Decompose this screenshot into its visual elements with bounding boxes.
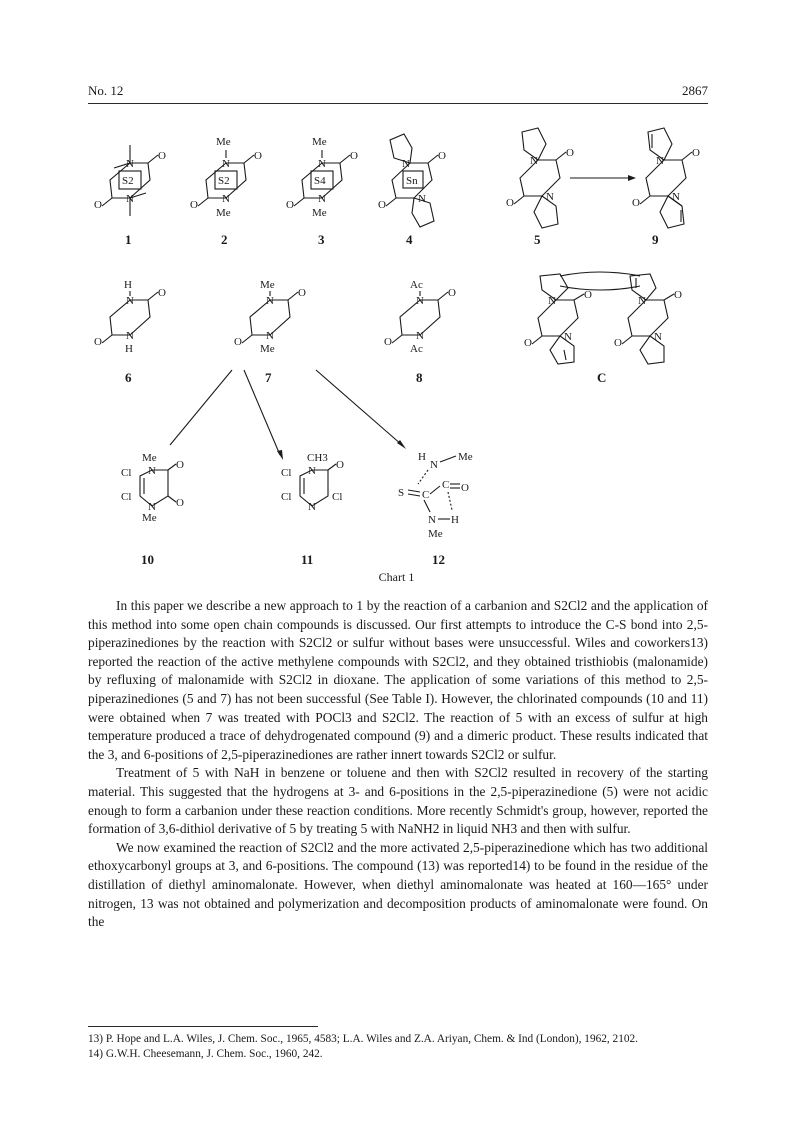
structure-11 [281, 452, 344, 567]
compound-label-c: C [597, 370, 607, 385]
atom-o: O [158, 150, 166, 162]
body-text [88, 597, 708, 932]
atom-n: N [222, 158, 230, 170]
atom-o: O [438, 150, 446, 162]
atom-n: N [548, 295, 556, 307]
bridge-label: Sn [406, 175, 418, 187]
atom-me: Me [142, 452, 157, 464]
structure-2 [190, 136, 262, 247]
atom-h: H [125, 343, 133, 355]
atom-ac: Ac [410, 343, 423, 355]
atom-o: O [254, 150, 262, 162]
atom-o: O [350, 150, 358, 162]
compound-label-10: 10 [141, 552, 154, 567]
atom-o: O [524, 337, 532, 349]
atom-me: Me [216, 136, 231, 148]
atom-o: O [94, 336, 102, 348]
atom-n: N [672, 191, 680, 203]
journal-issue: No. 12 [88, 83, 124, 98]
atom-n: N [416, 330, 424, 342]
compound-label-7: 7 [265, 370, 272, 385]
atom-c: C [442, 479, 450, 491]
structure-9 [632, 128, 700, 247]
structure-4 [378, 134, 446, 247]
atom-ac: Ac [410, 279, 423, 291]
arrow-7-to-11 [244, 370, 280, 455]
atom-n: N [430, 459, 438, 471]
chart-caption: Chart 1 [378, 570, 415, 584]
atom-n: N [148, 465, 156, 477]
atom-n: N [564, 331, 572, 343]
atom-ch3: CH3 [307, 452, 328, 464]
atom-n: N [222, 193, 230, 205]
atom-o: O [94, 199, 102, 211]
footnote-rule [88, 1026, 318, 1027]
atom-n: N [126, 330, 134, 342]
compound-label-4: 4 [406, 232, 413, 247]
structure-c [524, 272, 682, 385]
atom-n: N [546, 191, 554, 203]
compound-label-3: 3 [318, 232, 325, 247]
atom-o: O [234, 336, 242, 348]
atom-n: N [126, 193, 134, 205]
compound-label-5: 5 [534, 232, 541, 247]
atom-n: N [654, 331, 662, 343]
atom-o: O [190, 199, 198, 211]
bridge-label: S2 [218, 175, 230, 187]
compound-label-11: 11 [301, 552, 314, 567]
atom-h: H [124, 279, 132, 291]
footnote: 13) P. Hope and L.A. Wiles, J. Chem. Soc., 1965, 4583; L.A. Wiles and Z.A. Ariyan, Chem. & Ind (London), 1962, 2102. [88, 1033, 638, 1045]
atom-n: N [638, 295, 646, 307]
atom-o: O [506, 197, 514, 209]
structure-10 [121, 452, 184, 567]
atom-h: H [418, 451, 426, 463]
atom-me: Me [142, 512, 157, 524]
atom-o: O [336, 459, 344, 471]
compound-label-12: 12 [432, 552, 445, 567]
atom-n: N [530, 155, 538, 167]
atom-n: N [126, 158, 134, 170]
atom-o: O [286, 199, 294, 211]
atom-cl: Cl [281, 491, 292, 503]
atom-o: O [566, 147, 574, 159]
footnotes [88, 1032, 708, 1062]
atom-n: N [656, 155, 664, 167]
atom-o: O [176, 497, 184, 509]
atom-o: O [632, 197, 640, 209]
structure-7 [234, 279, 306, 385]
bridge-label: S2 [122, 175, 134, 187]
atom-o: O [614, 337, 622, 349]
paragraph: In this paper we describe a new approach to 1 by the reaction of a carbanion and S2Cl2 and the application of this method into some open chain compounds is discussed. Our first attempts to introduce the C-S bond into 2,5-piperazinediones by the reaction with S2Cl2 or sulfur without bases were unsuccessful. Wiles and coworkers13) reported the reaction of the active methylene compounds with S2Cl2, and they obtained tristhiobis (malonamide) by refluxing of malonamide with S2Cl2 in dioxane. The application of some variations of this method to 2,5-piperazinediones (5 and 7) has not been successful (See Table I). However, the chlorinated compounds (10 and 11) were obtained when 7 was treated with POCl3 and S2Cl2. The reaction of 5 with an excess of sulfur at high temperature produced a trace of dehydrogenated compound (9) and a dimeric product. These results indicated that the 3, and 6-positions of 2,5-piperazinediones are rather innert towards S2Cl2 or sulfur. [88, 598, 708, 762]
atom-o: O [176, 459, 184, 471]
arrowhead [628, 175, 636, 181]
atom-n: N [308, 501, 316, 513]
atom-me: Me [216, 207, 231, 219]
structure-12 [398, 451, 473, 567]
atom-n: N [428, 514, 436, 526]
atom-s: S [398, 487, 405, 499]
atom-c: C [422, 489, 430, 501]
atom-me: Me [260, 343, 275, 355]
atom-cl: Cl [121, 491, 132, 503]
atom-me: Me [260, 279, 275, 291]
structure-6 [94, 279, 166, 385]
atom-n: N [308, 465, 316, 477]
atom-h: H [451, 514, 459, 526]
atom-n: N [402, 158, 410, 170]
atom-o: O [378, 199, 386, 211]
structure-1 [94, 145, 166, 247]
atom-n: N [266, 295, 274, 307]
atom-cl: Cl [281, 467, 292, 479]
atom-o: O [448, 287, 456, 299]
paragraph: Treatment of 5 with NaH in benzene or toluene and then with S2Cl2 resulted in recovery of the starting material. This suggested that the hydrogens at 3- and 6-positions in the 2,5-piperazinedione (5) were not acidic enough to form a carbanion under these reaction conditions. More recently Schmidt's group, however, reported the formation of 3,6-dithiol derivative of 5 by treating 5 with NaNH2 in liquid NH3 and then with sulfur. [88, 765, 708, 837]
structure-3 [286, 136, 358, 247]
compound-label-8: 8 [416, 370, 423, 385]
atom-n: N [126, 295, 134, 307]
paragraph: We now examined the reaction of S2Cl2 and the more activated 2,5-piperazinedione which has two additional ethoxycarbonyl groups at 3, and 6-positions. The compound (13) was reported14) to be found in the residue of the distillation of diethyl aminomalonate. However, when diethyl aminomalonate was heated at 160—165° under nitrogen, 13 was not obtained and polymerization and decomposition products of aminomalonate were found. On the [88, 839, 708, 930]
atom-cl: Cl [121, 467, 132, 479]
atom-o: O [158, 287, 166, 299]
arrow-7-to-12 [316, 370, 402, 445]
arrow-7-to-10 [170, 370, 232, 445]
atom-n: N [266, 330, 274, 342]
atom-cl: Cl [332, 491, 343, 503]
page-number: 2867 [682, 83, 708, 98]
atom-o: O [584, 289, 592, 301]
atom-me: Me [428, 528, 443, 540]
structure-8 [384, 279, 456, 385]
atom-o: O [384, 336, 392, 348]
atom-me: Me [312, 207, 327, 219]
compound-label-9: 9 [652, 232, 659, 247]
footnote: 14) G.W.H. Cheesemann, J. Chem. Soc., 1960, 242. [88, 1048, 323, 1060]
compound-label-2: 2 [221, 232, 228, 247]
atom-o: O [692, 147, 700, 159]
atom-me: Me [458, 451, 473, 463]
atom-o: O [674, 289, 682, 301]
atom-n: N [416, 295, 424, 307]
atom-o: O [298, 287, 306, 299]
atom-n: N [148, 501, 156, 513]
structure-5 [506, 128, 574, 247]
compound-label-1: 1 [125, 232, 132, 247]
compound-label-6: 6 [125, 370, 132, 385]
atom-n: N [318, 193, 326, 205]
atom-o: O [461, 482, 469, 494]
atom-n: N [318, 158, 326, 170]
bridge-label: S4 [314, 175, 326, 187]
atom-n: N [418, 193, 426, 205]
atom-me: Me [312, 136, 327, 148]
arrowhead [277, 450, 283, 460]
